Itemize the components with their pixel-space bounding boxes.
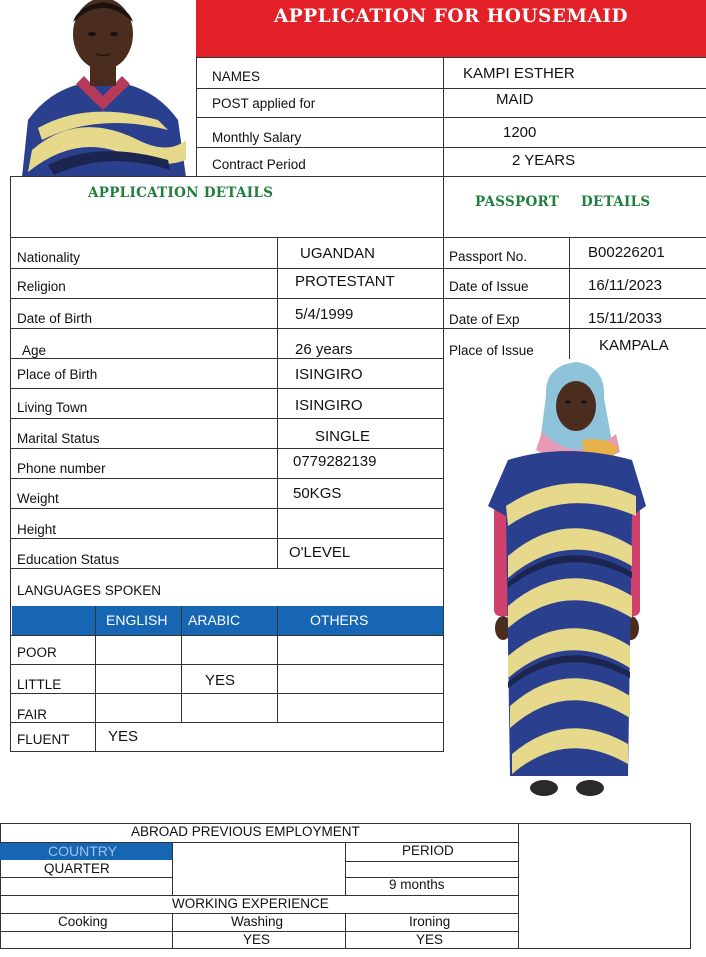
exp-ironing-value: YES bbox=[416, 932, 444, 947]
lang-row-fluent: FLUENT bbox=[17, 732, 70, 747]
salary-label: Monthly Salary bbox=[212, 130, 302, 145]
abroad-title: ABROAD PREVIOUS EMPLOYMENT bbox=[131, 824, 360, 839]
dob-label: Date of Birth bbox=[17, 311, 93, 326]
date-of-issue-value: 16/11/2023 bbox=[588, 277, 662, 294]
date-of-issue-label: Date of Issue bbox=[449, 279, 529, 294]
marital-status-value: SINGLE bbox=[315, 428, 371, 445]
date-of-exp-label: Date of Exp bbox=[449, 312, 520, 327]
age-value: 26 years bbox=[295, 341, 353, 358]
passport-no-value: B00226201 bbox=[588, 244, 665, 261]
experience-title: WORKING EXPERIENCE bbox=[172, 896, 329, 911]
passport-details-heading: DETAILS bbox=[581, 194, 651, 210]
application-details-heading: APPLICATION DETAILS bbox=[88, 185, 274, 201]
exp-washing-value: YES bbox=[243, 932, 271, 947]
lang-row-fair: FAIR bbox=[17, 707, 48, 722]
page-title: APPLICATION FOR HOUSEMAID bbox=[273, 6, 629, 27]
education-label: Education Status bbox=[17, 552, 120, 567]
place-of-birth-value: ISINGIRO bbox=[295, 366, 363, 383]
living-town-label: Living Town bbox=[17, 400, 88, 415]
post-label: POST applied for bbox=[212, 96, 316, 111]
weight-value: 50KGS bbox=[293, 485, 342, 502]
names-label: NAMES bbox=[212, 69, 261, 84]
lang-row-little: LITTLE bbox=[17, 677, 62, 692]
passport-no-label: Passport No. bbox=[449, 249, 528, 264]
country-value: QUARTER bbox=[44, 861, 110, 876]
passport-heading: PASSPORT bbox=[475, 194, 560, 210]
marital-status-label: Marital Status bbox=[17, 431, 100, 446]
period-label: PERIOD bbox=[402, 843, 454, 858]
header-banner bbox=[196, 0, 706, 57]
names-value: KAMPI ESTHER bbox=[463, 65, 575, 82]
living-town-value: ISINGIRO bbox=[295, 397, 363, 414]
place-of-issue-value: KAMPALA bbox=[599, 337, 669, 354]
exp-col-ironing: Ironing bbox=[409, 914, 451, 929]
weight-label: Weight bbox=[17, 491, 59, 506]
post-value: MAID bbox=[496, 91, 534, 108]
full-body-photo bbox=[486, 356, 648, 804]
nationality-value: UGANDAN bbox=[300, 245, 376, 262]
contract-label: Contract Period bbox=[212, 157, 306, 172]
exp-col-cooking: Cooking bbox=[58, 914, 108, 929]
portrait-photo bbox=[18, 0, 188, 177]
languages-title: LANGUAGES SPOKEN bbox=[17, 583, 162, 598]
exp-col-washing: Washing bbox=[231, 914, 284, 929]
lang-english-fluent: YES bbox=[108, 728, 139, 745]
lang-col-english: ENGLISH bbox=[106, 612, 168, 628]
period-value: 9 months bbox=[389, 877, 445, 892]
lang-col-arabic: ARABIC bbox=[188, 612, 241, 628]
phone-label: Phone number bbox=[17, 461, 106, 476]
lang-row-poor: POOR bbox=[17, 645, 57, 660]
dob-value: 5/4/1999 bbox=[295, 306, 354, 323]
place-of-issue-label: Place of Issue bbox=[449, 343, 534, 358]
education-value: O'LEVEL bbox=[289, 544, 351, 561]
salary-value: 1200 bbox=[503, 124, 537, 141]
contract-value: 2 YEARS bbox=[512, 152, 576, 169]
lang-col-others: OTHERS bbox=[310, 612, 369, 628]
age-label: Age bbox=[22, 343, 47, 358]
height-label: Height bbox=[17, 522, 57, 537]
phone-value: 0779282139 bbox=[293, 453, 377, 470]
religion-label: Religion bbox=[17, 279, 66, 294]
country-label: COUNTRY bbox=[48, 843, 117, 859]
date-of-exp-value: 15/11/2033 bbox=[588, 310, 662, 327]
place-of-birth-label: Place of Birth bbox=[17, 367, 98, 382]
lang-arabic-little: YES bbox=[205, 672, 236, 689]
religion-value: PROTESTANT bbox=[295, 273, 395, 290]
nationality-label: Nationality bbox=[17, 250, 81, 265]
